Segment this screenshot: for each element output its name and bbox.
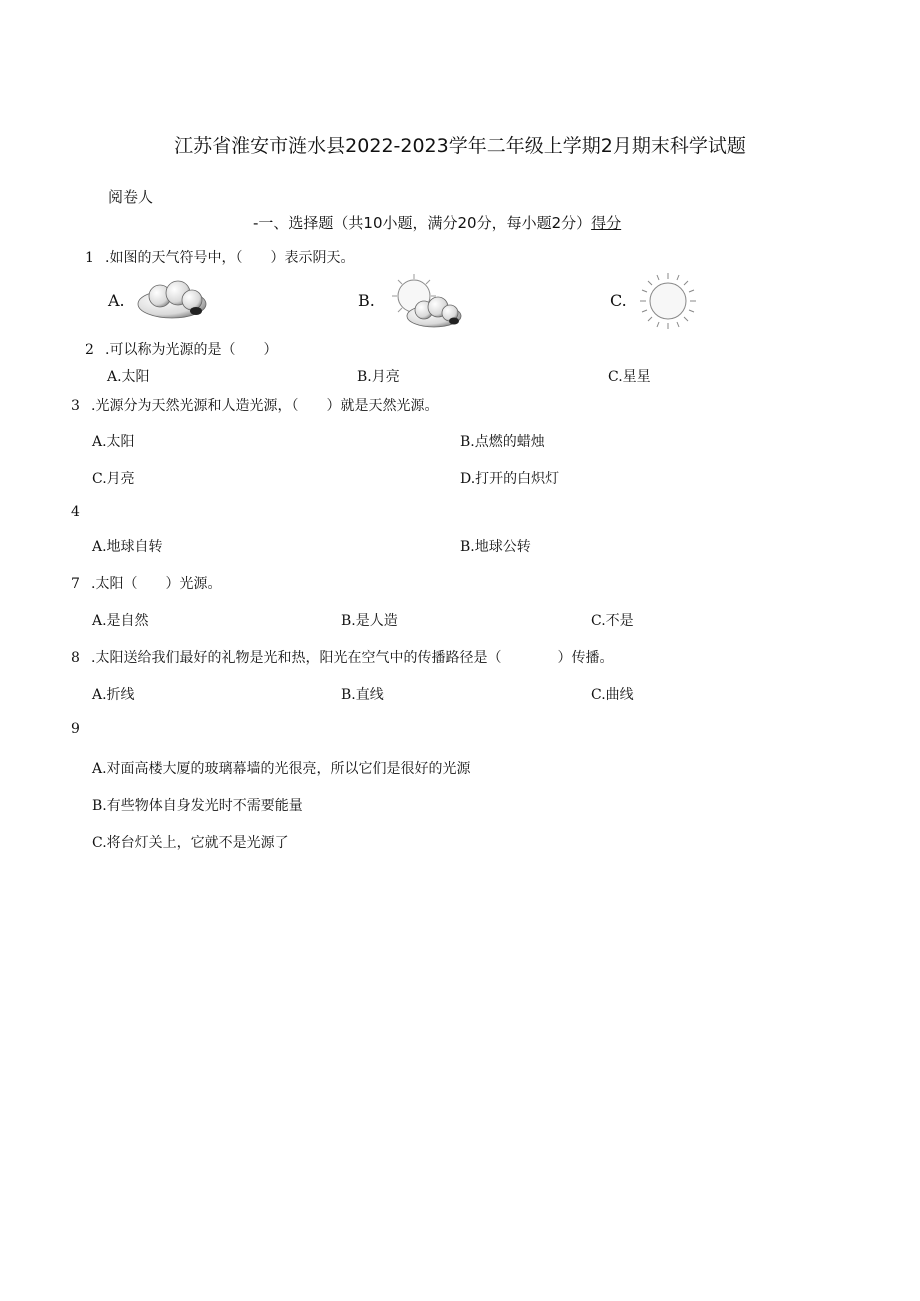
option-8b: B.直线 [341,687,384,703]
question-text: .可以称为光源的是（ ） [105,342,278,358]
option-4a: A.地球自转 [92,539,163,555]
sun-icon [636,270,700,332]
option-9c: C.将台灯关上，它就不是光源了 [92,835,289,851]
question-number: 3 [71,398,80,414]
option-1b-label: B. [358,291,375,310]
question-number: 8 [71,650,80,666]
question-text: .太阳（ ）光源。 [91,576,222,592]
option-7c: C.不是 [591,613,634,629]
question-9 [71,721,91,737]
option-3d: D.打开的白炽灯 [460,471,560,487]
option-8c: C.曲线 [591,687,634,703]
option-9a: A.对面高楼大厦的玻璃幕墙的光很亮，所以它们是很好的光源 [92,761,471,777]
option-2a: A.太阳 [107,369,150,385]
section-heading [253,212,621,233]
option-3c: C.月亮 [92,471,135,487]
question-text: .光源分为天然光源和人造光源，（ ）就是天然光源。 [91,398,439,414]
reviewer-label: 阅卷人 [108,188,154,206]
exam-title: 江苏省淮安市涟水县2022-2023学年二年级上学期2月期末科学试题 [174,135,746,157]
option-2b: B.月亮 [357,369,400,385]
question-number: 4 [71,504,80,520]
question-text: .如图的天气符号中，（ ）表示阴天。 [105,250,355,266]
question-number: 1 [85,250,94,266]
option-1a-label: A. [108,291,125,310]
score-label: 得分 [591,214,622,232]
option-3b: B.点燃的蜡烛 [460,434,545,450]
question-4 [71,504,91,520]
option-4b: B.地球公转 [460,539,531,555]
option-7a: A.是自然 [92,613,149,629]
option-7b: B.是人造 [341,613,398,629]
option-1c-label: C. [610,291,627,310]
question-2 [85,339,277,359]
option-2c: C.星星 [608,369,651,385]
question-number: 9 [71,721,80,737]
section-heading-text: -一、选择题（共10小题，满分20分，每小题2分） [253,214,592,232]
question-8 [71,647,613,667]
question-1 [85,247,354,267]
question-number: 7 [71,576,80,592]
question-number: 2 [85,342,94,358]
question-3 [71,395,438,415]
question-text: .太阳送给我们最好的礼物是光和热，阳光在空气中的传播路径是（ ）传播。 [91,650,614,666]
cloud-icon [134,280,210,322]
option-8a: A.折线 [92,687,135,703]
sun-behind-cloud-icon [384,272,464,332]
option-3a: A.太阳 [92,434,135,450]
question-7 [71,573,221,593]
option-9b: B.有些物体自身发光时不需要能量 [92,798,303,814]
